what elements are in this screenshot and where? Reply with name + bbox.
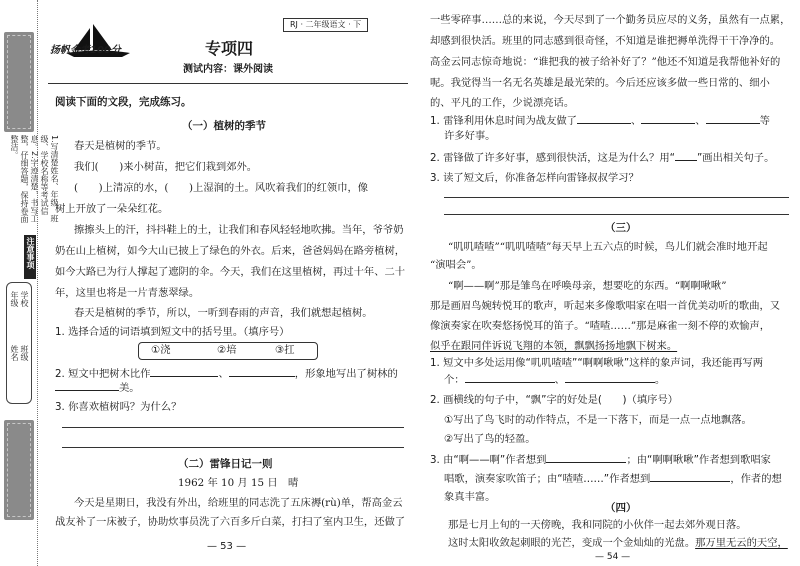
label-class: 班级 [20,345,29,361]
r-question-6 [430,452,771,467]
paragraph-2: 我们( )来小树苗，把它们栽到郊外。 [74,161,258,173]
r-paragraph-4: 呢。我觉得当一名无名英雄是最光荣的。今后还应该多做一些日常的、细小 [430,77,770,89]
rq1-blank-2[interactable] [641,113,695,124]
rq2-text-a: 2. 雷锋做了许多好事，感到很快活，这是为什么？用“ [430,152,675,164]
q2-text-c: ，形象地写出了树林的 [294,368,398,380]
answer-line-1[interactable] [62,427,404,428]
option-2: ②培 [217,344,237,356]
label-school: 学校 [20,291,29,307]
r4-paragraph-2a: 这时太阳收敛起刺眼的光芒，变成一个金灿灿的光盘。 [448,537,696,549]
r-paragraph-5: 的、平凡的工作，少说漂亮话。 [430,97,575,109]
r-question-5: 2. 画横线的句子中，“飘”字的好处是( )（填序号） [430,394,679,406]
rq6-text-a: 3. 由“啊——啊”作者想到 [430,454,547,466]
r-paragraph-2: 却感到很快活。班里的同志感到很奇怪，不知道是谁把褥单洗得干干净净的。 [430,35,781,47]
r3-paragraph-2a: “啊——啊”那是雏鸟在呼唤母亲，想要吃的东西。“啊啊啾啾” [448,280,727,292]
r-question-6-end: 象真丰富。 [444,491,496,503]
rq1-blank-1[interactable] [577,113,631,124]
question-3: 3. 你喜欢植树吗？为什么？ [55,401,182,413]
r-question-4-cont [444,372,665,387]
r-paragraph-1: 一些零碎事……总的来说，今天尽到了一个勤务员应尽的义务，虽然有一点累， [430,14,791,26]
option-1: ①浇 [151,344,171,356]
label-name: 姓名 [10,345,19,361]
cut-line [37,0,38,566]
q2-text-b: 、 [218,368,229,380]
notice-text: 1.写清楚姓名、年级、班级、学校名称等考试信息。2.字迹清楚，书写工整，仔细答题，保持卷面整洁。 [10,135,59,223]
rq1-text-d: 等 [759,115,770,127]
section-1-title: （一）植树的季节 [182,120,266,132]
section-2-title: （二）雷锋日记一则 [178,458,273,470]
r3-paragraph-2d: 似乎在跟同伴诉说飞翔的本领，飘飘扬扬地飘下树来。 [430,340,678,352]
r3-paragraph-1a: “叽叽喳喳”“叽叽喳喳”每天早上五六点的时候，鸟儿们就会准时地开起 [448,241,768,253]
rq2-underline-sample [675,150,697,161]
binding-strip [0,0,59,566]
r3-paragraph-1b: “演唱会”。 [430,259,482,271]
rq1-text-a: 1. 雷锋利用休息时间为战友做了 [430,115,577,127]
rq6-text-d: ，作者的想 [730,473,782,485]
r-question-5-opt2: ②写出了鸟的轻盈。 [444,433,536,445]
r-question-5-opt1: ①写出了鸟飞时的动作特点，不是一下落下，而是一点一点地飘落。 [444,414,752,426]
notice-title: 注意事项 [24,235,36,279]
q2-blank-1[interactable] [150,366,218,377]
option-3: ③扛 [275,344,295,356]
question-1: 1. 选择合适的词语填到短文中的括号里。（填序号） [55,326,290,338]
page-number-right: — 54 — [595,552,631,562]
paragraph-5: 春天是植树的季节，所以，一听到春雨的声音，我们就想起植树。 [74,307,373,319]
rq4-blank-2[interactable] [565,372,655,383]
rq6-text-c: 唱歌，演奏家吹笛子；由“喳喳……”作者想到 [444,473,651,485]
q2-text-a: 2. 短文中把树木比作 [55,368,151,380]
instruction: 阅读下面的文段，完成练习。 [55,96,192,108]
r-question-1-cont: 许多好事。 [444,130,496,142]
q2-blank-3[interactable] [55,380,119,391]
logo-text: 扬帆金考100分 [50,45,121,56]
answer-line-2[interactable] [62,447,404,448]
question-2 [55,366,398,381]
label-grade: 年级 [10,291,19,307]
r-question-2 [430,150,774,165]
r-answer-line-2[interactable] [444,214,789,215]
student-info-box [6,282,32,404]
paragraph-6a: 今天是星期日，我没有外出，给班里的同志洗了五床褥(rù)单，帮高金云 [74,497,403,509]
paragraph-4a: 擦擦头上的汗，抖抖鞋上的土，让我们和春风轻轻地吹拂。当年，爷爷奶 [74,224,404,236]
rq1-text-b: 、 [630,115,642,127]
rq6-blank-2[interactable] [650,471,730,482]
r3-paragraph-2b: 那是画眉鸟婉转悦耳的歌声，听起来多像歌唱家在唱一首优美动听的歌曲，又 [430,300,781,312]
header-divider [48,83,408,84]
paragraph-4d: 年，这里也将是一片青葱翠绿。 [55,287,200,299]
page-title: 专项四 [205,39,254,58]
rq6-text-b: ；由“啊啊啾啾”作者想到歌唱家 [626,454,771,466]
q2-blank-2[interactable] [229,366,295,377]
paragraph-4c: 如今大路已为行人撑起了遮阴的伞。今天，我们在这里植树，再过十年、二十 [55,266,406,278]
decorative-block-bottom [4,420,34,520]
paragraph-6b: 战友补了一床被子，协助炊事员洗了六百多斤白菜，打扫了室内卫生，还做了 [55,516,406,528]
r-answer-line-1[interactable] [444,197,789,198]
grade-badge: RJ · 二年级语文 · 下 [283,18,368,32]
rq1-text-c: 、 [695,115,706,127]
rq4-text-b: 个： [444,374,465,386]
options-box [138,342,318,360]
rq2-text-b: ”画出相关句子。 [696,152,775,164]
paragraph-3b: 树上开放了一朵朵红花。 [55,203,169,215]
section-4-title: （四） [605,502,637,514]
section-3-title: （三） [605,222,637,234]
page-number-left: — 53 — [207,541,247,552]
question-2-cont [55,380,140,395]
r-question-3: 3. 读了短文后，你准备怎样向雷锋叔叔学习？ [430,172,639,184]
r-question-1 [430,113,770,128]
page-subtitle: 测试内容：课外阅读 [183,64,273,75]
paragraph-3a: ( )上清凉的水，( )上湿润的土。风吹着我们的红领巾，像 [74,182,369,194]
rq6-blank-1[interactable] [546,452,626,463]
rq4-text-c: 、 [554,374,565,386]
rq4-blank-1[interactable] [465,372,555,383]
r-question-4: 1. 短文中多处运用像“叽叽喳喳”“啊啊啾啾”这样的象声词，我还能再写两 [430,357,764,369]
diary-date: 1962 年 10 月 15 日 晴 [178,477,299,489]
r4-paragraph-1: 那是七月上旬的一天傍晚，我和同院的小伙伴一起去郊外观日落。 [448,519,747,531]
paragraph-4b: 奶在山上植树，如今大山已披上了绿色的外衣。后来，爸爸妈妈在路旁植树， [55,245,406,257]
r-paragraph-3: 高金云同志惊奇地说：“谁把我的被子给补好了？”他还不知道是我帮他补好的 [430,56,781,68]
decorative-block-top [4,32,34,132]
r4-paragraph-2 [448,536,788,550]
paragraph-1: 春天是植树的季节。 [74,140,167,152]
rq1-blank-3[interactable] [706,113,760,124]
r-question-6-cont [444,471,782,486]
rq4-text-d: 。 [654,374,666,386]
r3-paragraph-2c: 像演奏家在吹奏悠扬悦耳的笛子。“喳喳……”那是麻雀一刻不停的欢愉声， [430,320,771,332]
q2-text-d: 美。 [119,382,140,394]
r4-paragraph-2b: 那万里无云的天空， [695,537,788,549]
